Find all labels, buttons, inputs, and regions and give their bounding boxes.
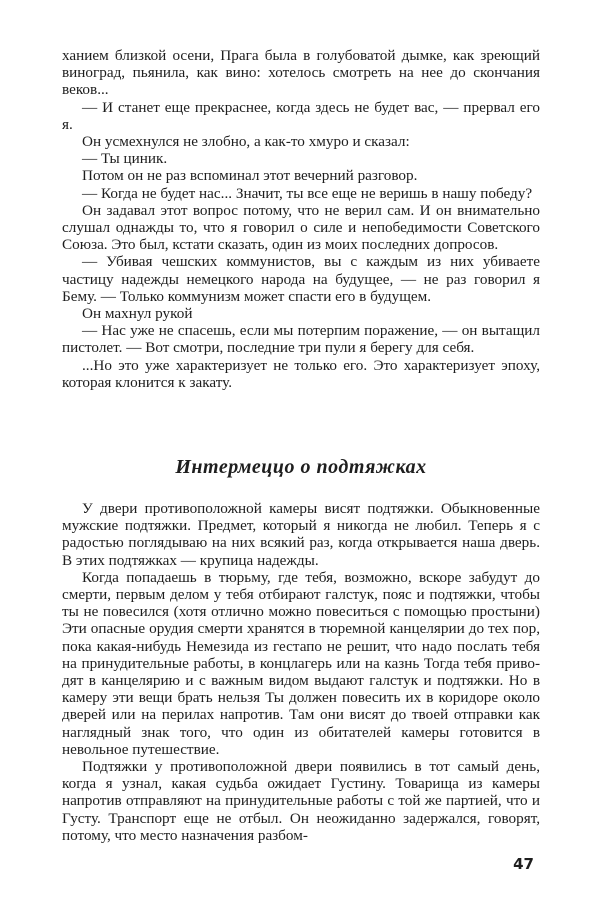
paragraph: У двери противоположной камеры висят подтяжки. Обыкновенные мужские подтяжки. Предмет, который я никогда не любил. Теперь я с радостью поглядываю на них всякий раз, когда открывается наша дверь. В этих подтяжках — крупица надежды. bbox=[62, 500, 540, 569]
paragraph: Когда попадаешь в тюрьму, где тебя, возможно, вскоре забудут до смерти, первым делом у тебя отбирают галстук, пояс и подтяжки, чтобы ты не повесился (хотя отлично можно повеситься с помощью простыни) Эти опасные орудия смерти хранятся в тюремной канцелярии до тех пор, пока какая-нибудь Немезида из гестапо не решит, что надо послать тебя на принудительные работы, в концлагерь или на казнь Тогда тебя приводят в канцелярию и с важным видом выдают галстук и подтяжки. Но в камеру эти вещи брать нельзя Ты должен повесить их в коридоре около дверей или на перилах напротив. Там они висят до твоей отправки как наглядный знак того, что один из обитателей камеры готовится в невольное путешествие. bbox=[62, 568, 540, 758]
paragraph: — Ты циник. bbox=[82, 150, 168, 168]
paragraph: Он махнул рукой bbox=[82, 305, 193, 323]
section-heading: Интермеццо о подтяжках bbox=[175, 456, 427, 478]
paragraph: — Нас уже не спасешь, если мы потерпим поражение, — он вытащил пистолет. — Вот смотри, последние три пули я берегу для себя. bbox=[62, 322, 540, 357]
body-text-lower bbox=[62, 500, 540, 844]
paragraph: — Убивая чешских коммунистов, вы с каждым из них убиваете частицу надежды немецкого народа на будущее, — не раз говорил я Бему. — Только коммунизм может спасти его в будущем. bbox=[62, 253, 540, 305]
paragraph: Потом он не раз вспоминал этот вечерний разговор. bbox=[82, 167, 418, 185]
body-text-upper bbox=[62, 47, 540, 391]
paragraph: ...Но это уже характеризует не только его. Это характеризует эпоху, которая клонится к закату. bbox=[62, 356, 540, 391]
paragraph: Он усмехнулся не злобно, а как-то хмуро и сказал: bbox=[82, 133, 410, 151]
paragraph: — Когда не будет нас... Значит, ты все еще не веришь в нашу победу? bbox=[82, 184, 533, 202]
paragraph: — И станет еще прекраснее, когда здесь не будет вас, — прервал его я. bbox=[62, 98, 540, 133]
paragraph: ханием близкой осени, Прага была в голубоватой дымке, как зреющий виноград, пьянила, как вино: хотелось смотреть на нее до скончания веков... bbox=[62, 47, 540, 99]
paragraph: Подтяжки у противоположной двери появились в тот самый день, когда я узнал, какая судьба ожидает Густину. Товарища из камеры напротив отправляют на принудительные работы с той же партией, что и Густу. Транспорт еще не отбыл. Он неожиданно задержался, говорят, потому, что место назначения разбом- bbox=[62, 758, 540, 844]
page-number: 47 bbox=[513, 855, 534, 873]
paragraph: Он задавал этот вопрос потому, что не верил сам. И он внимательно слушал однажды то, что я говорил о силе и непобедимости Советского Союза. Это был, кстати сказать, один из моих последних допросов. bbox=[62, 201, 540, 254]
